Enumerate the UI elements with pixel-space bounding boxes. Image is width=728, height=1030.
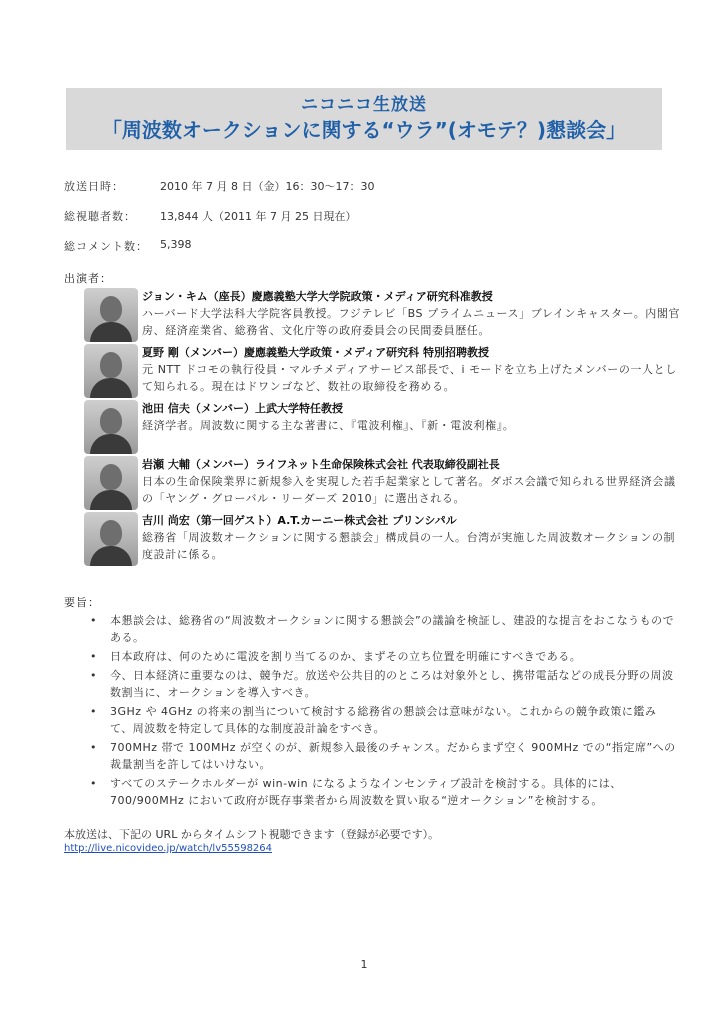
meta-label: 放送日時： (64, 180, 124, 193)
bullet-icon: • (90, 705, 97, 718)
cast-title: ジョン・キム（座長）慶應義塾大学大学院政策・メディア研究科准教授 (142, 290, 493, 303)
cast-desc: 元 NTT ドコモの執行役員・マルチメディアサービス部長で、i モードを立ち上げたメンバーの一人として知られる。現在はドワンゴなど、数社の取締役を務める。 (142, 363, 677, 393)
cast-photo (84, 288, 138, 342)
meta-value: 2010 年 7 月 8 日（金）16：30～17：30 (160, 180, 375, 193)
bullet-icon: • (90, 614, 97, 627)
meta-value: 13,844 人（2011 年 7 月 25 日現在） (160, 210, 357, 223)
timeshift-link[interactable]: http://live.nicovideo.jp/watch/lv55598264 (64, 843, 273, 854)
page-number: 1 (360, 958, 368, 971)
cast-desc: 経済学者。周波数に関する主な著書に、『電波利権』、『新・電波利権』。 (142, 419, 515, 432)
bullet-icon: • (90, 777, 97, 790)
bullet-icon: • (90, 669, 97, 682)
cast-photo (84, 400, 138, 454)
event-title: 「周波数オークションに関する“ウラ”(オモテ？)懇談会」 (101, 118, 627, 142)
cast-label: 出演者： (64, 272, 112, 285)
program-name: ニコニコ生放送 (301, 95, 427, 115)
cast-entry (142, 288, 682, 339)
cast-title: 夏野 剛（メンバー）慶應義塾大学政策・メディア研究科 特別招聘教授 (142, 346, 490, 359)
summary-item: • 本懇談会は、総務省の“周波数オークションに関する懇談会”の議論を検証し、建設的な提言をおこなうものである。 (90, 614, 675, 644)
cast-entry (142, 344, 682, 395)
cast-title: 岩瀬 大輔（メンバー）ライフネット生命保険株式会社 代表取締役副社長 (142, 458, 500, 471)
summary-label: 要旨： (64, 596, 100, 609)
summary-item: • 今、日本経済に重要なのは、競争だ。放送や公共目的のところは対象外とし、携帯電話などの成長分野の周波数割当に、オークションを導入すべき。 (90, 669, 674, 699)
cast-entry (142, 400, 682, 434)
meta-label: 総視聴者数： (64, 210, 136, 223)
cast-entry (142, 456, 682, 507)
bullet-icon: • (90, 650, 97, 663)
cast-photo (84, 512, 138, 566)
bullet-icon: • (90, 741, 97, 754)
cast-desc: ハーバード大学法科大学院客員教授。フジテレビ「BS プライムニュース」ブレインキャスター。内閣官房、経済産業省、総務省、文化庁等の政府委員会の民間委員歴任。 (142, 307, 681, 337)
cast-title: 吉川 尚宏（第一回ゲスト）A.T.カーニー株式会社 プリンシパル (142, 514, 457, 527)
cast-desc: 日本の生命保険業界に新規参入を実現した若手起業家として著名。ダボス会議で知られる世界経済会議の「ヤング・グローバル・リーダーズ 2010」に選出される。 (142, 475, 676, 505)
cast-photo (84, 344, 138, 398)
cast-photo (84, 456, 138, 510)
summary-item: • すべてのステークホルダーが win-win になるようなインセンティブ設計を検討する。具体的には、700/900MHz において政府が既存事業者から周波数を買い取る“逆オークション”を検討する。 (90, 777, 622, 807)
summary-item: • 日本政府は、何のために電波を割り当てるのか、まずその立ち位置を明確にすべきである。 (90, 650, 582, 663)
timeshift-note: 本放送は、下記の URL からタイムシフト視聴できます（登録が必要です）。 (64, 828, 440, 841)
summary-list (88, 612, 678, 811)
summary-item: • 700MHz 帯で 100MHz が空くのが、新規参入最後のチャンス。だからまず空く 900MHz での“指定席”への裁量割当を許してはいけない。 (90, 741, 676, 771)
meta-value: 5,398 (160, 238, 192, 251)
cast-entry (142, 512, 682, 563)
summary-item: • 3GHz や 4GHz の将来の割当について検討する総務省の懇談会は意味がない。これからの競争政策に鑑みて、周波数を特定して具体的な制度設計論をすべき。 (90, 705, 657, 735)
meta-label: 総コメント数： (64, 240, 148, 253)
cast-desc: 総務省「周波数オークションに関する懇談会」構成員の一人。台湾が実施した周波数オークションの制度設計に係る。 (142, 531, 676, 561)
title-banner (66, 88, 662, 150)
cast-title: 池田 信夫（メンバー）上武大学特任教授 (142, 402, 344, 415)
